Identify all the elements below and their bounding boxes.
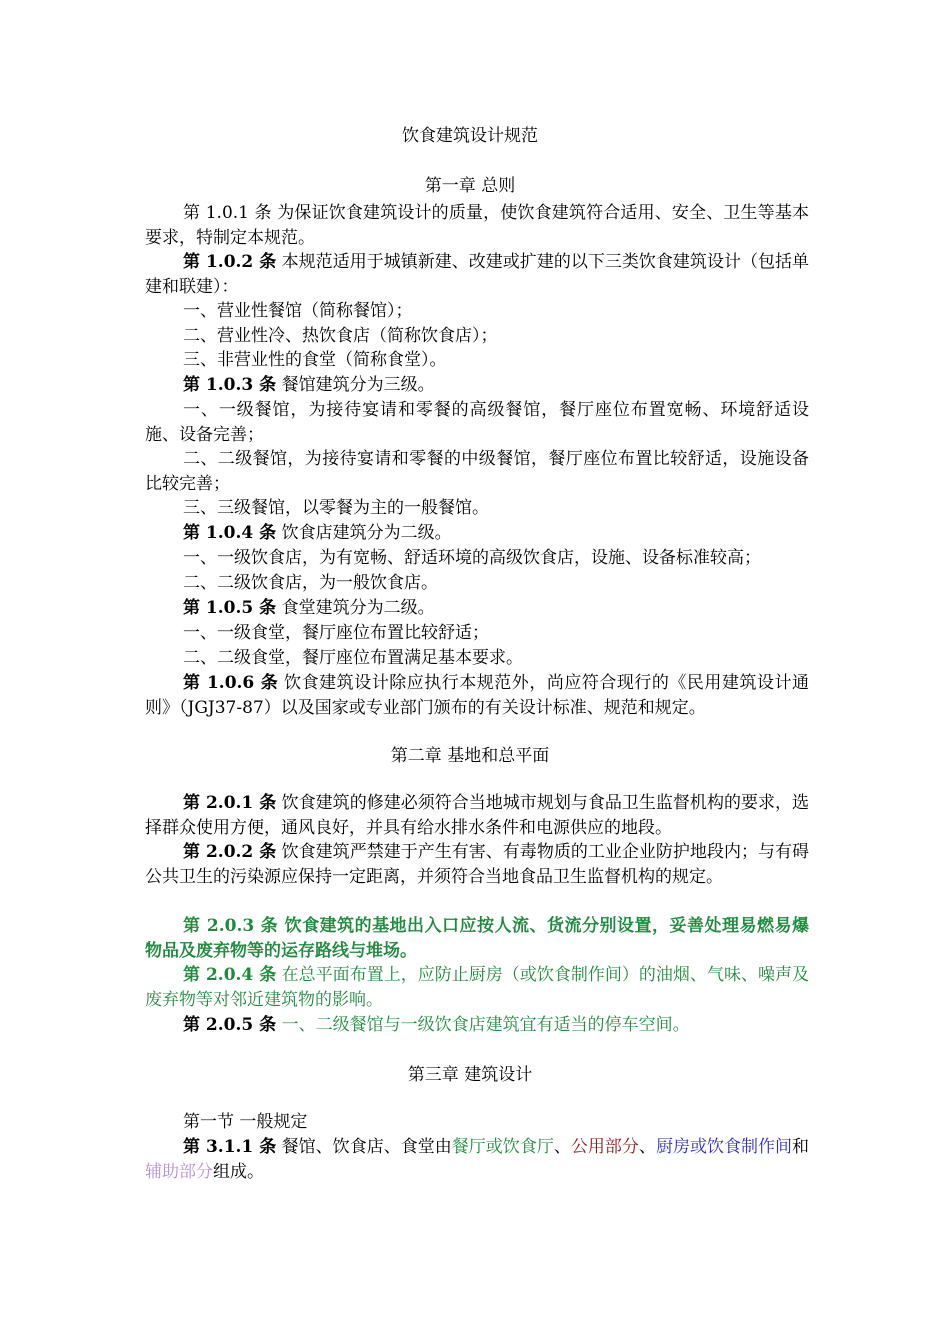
article-text-tail: 组成。 — [213, 1161, 264, 1182]
list-item: 二、二级饮食店，为一般饮食店。 — [183, 573, 438, 593]
separator: 和 — [792, 1137, 810, 1157]
article-text: 为保证饮食建筑设计的质量，使饮食建筑符合适用、安全、卫生等基本要求，特制定本规范。 — [145, 203, 809, 248]
article-number: 第 2.0.4 条 — [183, 965, 277, 985]
article-number: 第 1.0.5 条 — [183, 598, 277, 618]
list-item: 一、营业性餐馆（简称餐馆）； — [183, 301, 413, 321]
article-number: 第 1.0.3 条 — [183, 375, 277, 395]
article-text: 饮食建筑设计除应执行本规范外，尚应符合现行的《民用建筑设计通则》（JGJ37-87）以及国家或专业部门颁布的有关设计标准、规范和规定。 — [145, 673, 809, 718]
chapter-3-heading: 第三章 建筑设计 — [407, 1065, 533, 1085]
public-area-term: 公用部分 — [570, 1137, 639, 1157]
article-2-0-3 — [145, 914, 809, 963]
article-3-1-1 — [145, 1135, 809, 1184]
section-1-heading: 第一节 一般规定 — [183, 1112, 308, 1132]
article-2-0-2 — [145, 840, 809, 889]
list-item: 二、营业性冷、热饮食店（简称饮食店）； — [183, 326, 498, 346]
chapter-1-heading: 第一章 总则 — [424, 176, 516, 196]
article-text: 餐馆建筑分为三级。 — [281, 375, 435, 395]
article-2-0-5 — [145, 1013, 809, 1038]
article-number: 第 1.0.1 条 — [183, 203, 272, 223]
list-item: 二、二级食堂，餐厅座位布置满足基本要求。 — [183, 648, 523, 668]
article-1-0-4 — [145, 521, 809, 546]
chapter-2-heading: 第二章 基地和总平面 — [390, 746, 550, 766]
article-number: 第 3.1.1 条 — [183, 1137, 277, 1157]
dining-hall-term: 餐厅或饮食厅 — [451, 1137, 554, 1157]
article-text: 在总平面布置上，应防止厨房（或饮食制作间）的油烟、气味、噪声及废弃物等对邻近建筑物的影响。 — [145, 965, 810, 1010]
article-1-0-5 — [145, 596, 809, 621]
article-number: 第 2.0.2 条 — [183, 842, 277, 862]
list-item: 二、二级餐馆，为接待宴请和零餐的中级餐馆，餐厅座位布置比较舒适，设施设备比较完善； — [145, 449, 809, 494]
article-number: 第 2.0.5 条 — [183, 1015, 277, 1035]
kitchen-term: 厨房或饮食制作间 — [655, 1137, 793, 1157]
separator: 、 — [638, 1137, 656, 1157]
list-item: 一、一级食堂，餐厅座位布置比较舒适； — [183, 623, 489, 643]
article-number: 第 2.0.3 条 — [183, 916, 279, 936]
list-item: 三、三级餐馆，以零餐为主的一般餐馆。 — [183, 498, 489, 518]
document-title: 饮食建筑设计规范 — [402, 126, 538, 146]
article-number: 第 1.0.6 条 — [183, 673, 279, 693]
article-1-0-2 — [145, 250, 809, 299]
article-text: 食堂建筑分为二级。 — [281, 598, 435, 618]
list-item: 一、一级饮食店，为有宽畅、舒适环境的高级饮食店，设施、设备标准较高； — [183, 548, 761, 568]
article-1-0-6 — [145, 671, 809, 720]
separator: 、 — [553, 1137, 571, 1157]
article-text: 饮食建筑的修建必须符合当地城市规划与食品卫生监督机构的要求，选择群众使用方便，通风良好，并具有给水排水条件和电源供应的地段。 — [145, 793, 810, 838]
article-number: 第 1.0.4 条 — [183, 523, 277, 543]
auxiliary-area-term: 辅助部分 — [145, 1161, 213, 1182]
article-2-0-4 — [145, 963, 809, 1012]
article-text: 饮食建筑严禁建于产生有害、有毒物质的工业企业防护地段内；与有碍公共卫生的污染源应保持一定距离，并须符合当地食品卫生监督机构的规定。 — [145, 842, 810, 887]
article-text: 饮食店建筑分为二级。 — [281, 523, 452, 543]
article-text-lead: 餐馆、饮食店、食堂由 — [281, 1137, 452, 1157]
article-text: 饮食建筑的基地出入口应按人流、货流分别设置，妥善处理易燃易爆物品及废弃物等的运存路线与堆场。 — [145, 916, 809, 961]
article-text: 一、二级餐馆与一级饮食店建筑宜有适当的停车空间。 — [281, 1015, 690, 1035]
article-1-0-1 — [145, 201, 809, 250]
article-text: 本规范适用于城镇新建、改建或扩建的以下三类饮食建筑设计（包括单建和联建）： — [145, 252, 810, 297]
list-item: 一、一级餐馆，为接待宴请和零餐的高级餐馆，餐厅座位布置宽畅、环境舒适设施、设备完善； — [145, 400, 809, 445]
list-item: 三、非营业性的食堂（简称食堂）。 — [183, 350, 447, 370]
article-1-0-3 — [145, 373, 809, 398]
article-number: 第 1.0.2 条 — [183, 252, 277, 272]
article-2-0-1 — [145, 791, 809, 840]
article-number: 第 2.0.1 条 — [183, 793, 277, 813]
